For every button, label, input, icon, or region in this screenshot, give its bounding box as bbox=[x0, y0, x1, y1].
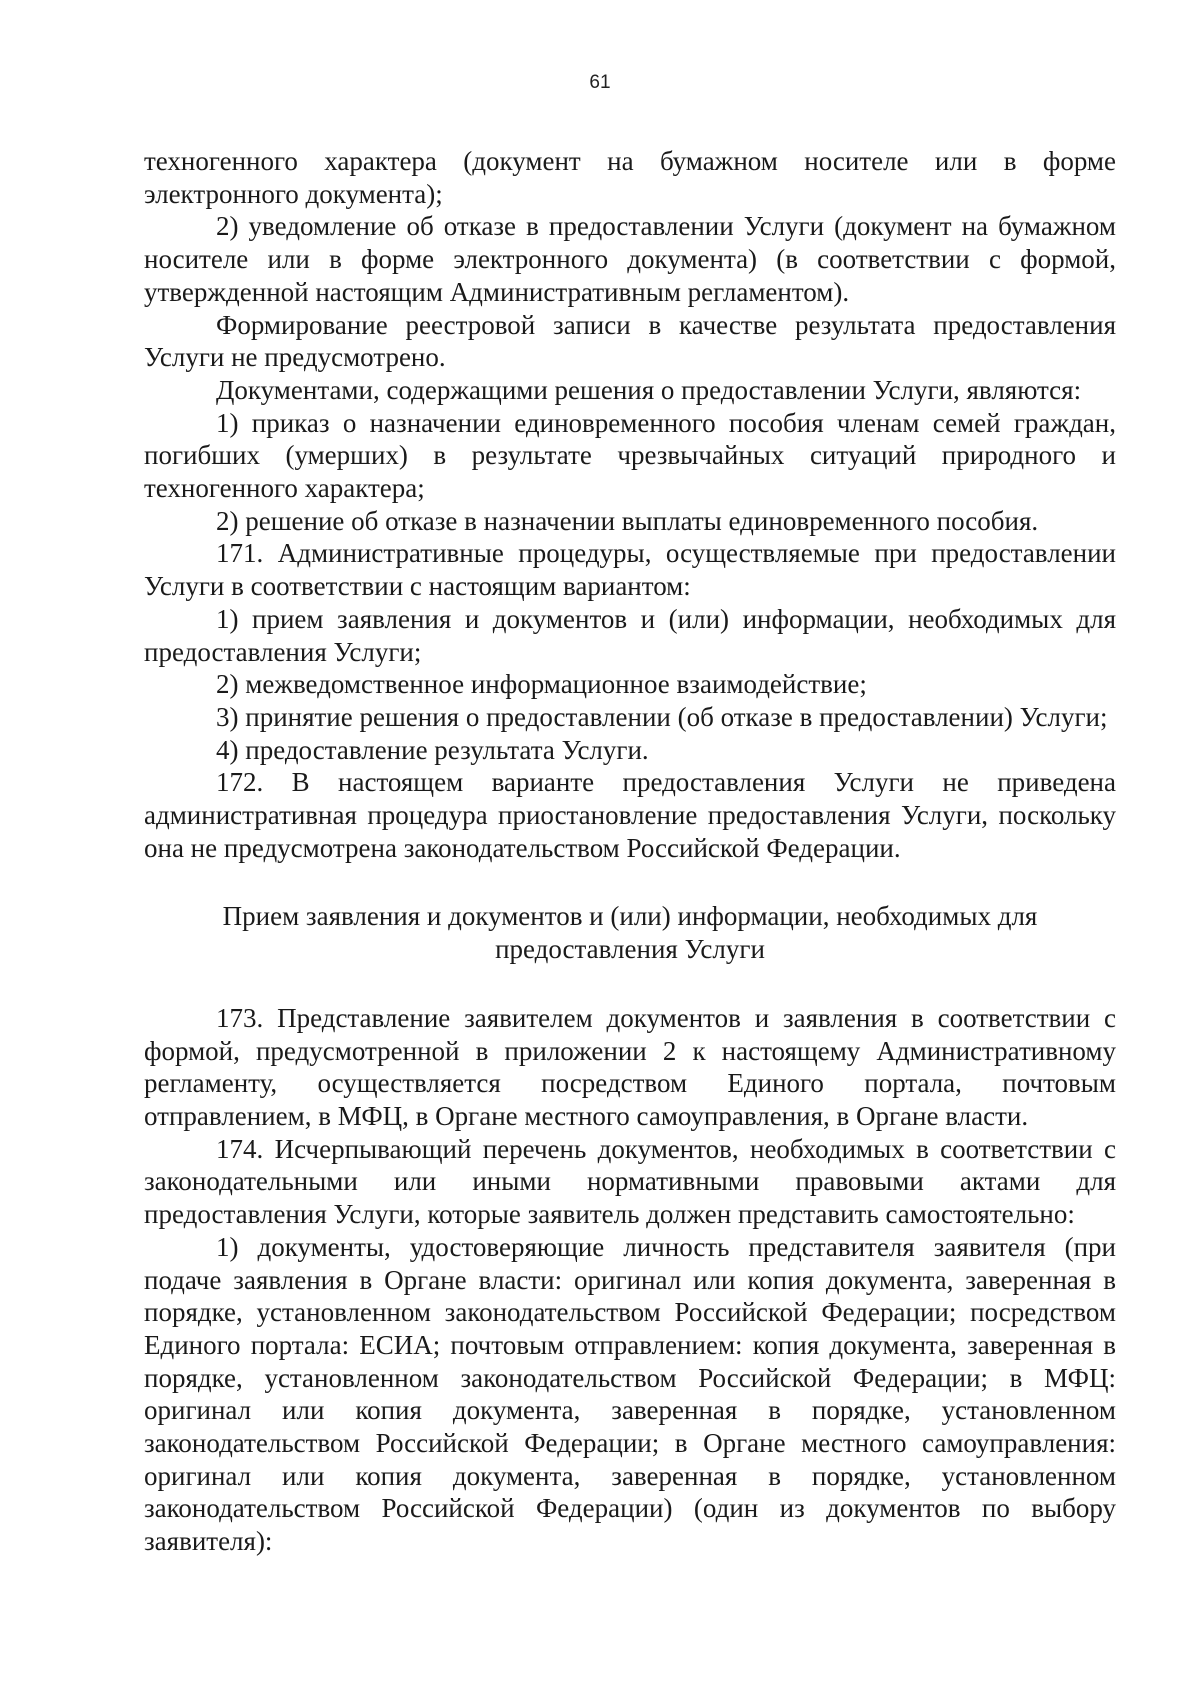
paragraph-group-top bbox=[144, 145, 1116, 864]
paragraph: 1) документы, удостоверяющие личность представителя заявителя (при подаче заявления в Органе власти: оригинал или копия документа, заверенная в порядке, установленном законодательством Российской Федерации; посредством Единого портала: ЕСИА; почтовым отправлением: копия документа, заверенная в порядке, установленном законодательством Российской Федерации; в МФЦ: оригинал или копия документа, заверенная в порядке, установленном законодательством Российской Федерации; в Органе местного самоуправления: оригинал или копия документа, заверенная в порядке, установленном законодательством Российской Федерации) (один из документов по выбору заявителя): bbox=[144, 1231, 1116, 1557]
paragraph: Формирование реестровой записи в качестве результата предоставления Услуги не предусмотрено. bbox=[144, 309, 1116, 373]
paragraph: 174. Исчерпывающий перечень документов, необходимых в соответствии с законодательными или иными нормативными правовыми актами для предоставления Услуги, которые заявитель должен представить самостоятельно: bbox=[144, 1133, 1116, 1230]
section-heading-line-2: предоставления Услуги bbox=[495, 934, 765, 965]
paragraph: 1) прием заявления и документов и (или) информации, необходимых для предоставления Услуги; bbox=[144, 603, 1116, 667]
paragraph: 4) предоставление результата Услуги. bbox=[216, 734, 649, 765]
paragraph: 3) принятие решения о предоставлении (об отказе в предоставлении) Услуги; bbox=[216, 701, 1108, 732]
paragraph: 2) уведомление об отказе в предоставлении Услуги (документ на бумажном носителе или в форме электронного документа) (в соответствии с формой, утвержденной настоящим Административным регламентом). bbox=[144, 211, 1116, 307]
section-heading-line-1: Прием заявления и документов и (или) информации, необходимых для bbox=[222, 901, 1038, 932]
paragraph: 2) межведомственное информационное взаимодействие; bbox=[216, 669, 867, 700]
paragraph: техногенного характера (документ на бумажном носителе или в форме электронного документа); bbox=[144, 146, 1116, 209]
section-heading bbox=[144, 900, 1116, 965]
document-body bbox=[144, 145, 1116, 1558]
paragraph: 173. Представление заявителем документов и заявления в соответствии с формой, предусмотренной в приложении 2 к настоящему Административному регламенту, осуществляется посредством Единого портала, почтовым отправлением, в МФЦ, в Органе местного самоуправления, в Органе власти. bbox=[144, 1002, 1116, 1131]
paragraph: 2) решение об отказе в назначении выплаты единовременного пособия. bbox=[216, 505, 1039, 536]
paragraph-group-bottom bbox=[144, 1002, 1116, 1558]
paragraph: 172. В настоящем варианте предоставления Услуги не приведена административная процедура приостановление предоставления Услуги, поскольку она не предусмотрена законодательством Российской Федерации. bbox=[144, 767, 1116, 863]
paragraph: Документами, содержащими решения о предоставлении Услуги, являются: bbox=[216, 374, 1082, 405]
page-number: 61 bbox=[589, 72, 611, 93]
paragraph: 1) приказ о назначении единовременного пособия членам семей граждан, погибших (умерших) в результате чрезвычайных ситуаций природного и техногенного характера; bbox=[144, 407, 1116, 504]
paragraph: 171. Административные процедуры, осуществляемые при предоставлении Услуги в соответствии с настоящим вариантом: bbox=[144, 538, 1116, 602]
